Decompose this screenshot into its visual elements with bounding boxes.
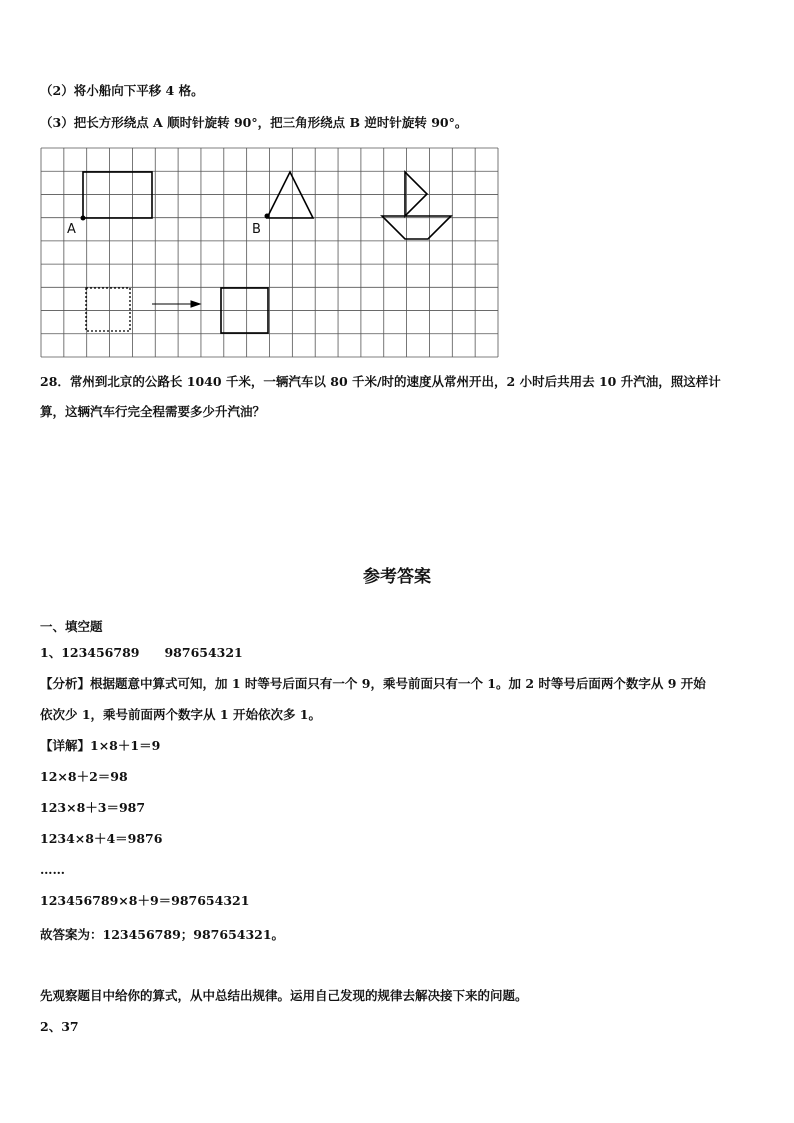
tip-line: 先观察题目中给你的算式，从中总结出规律。运用自己发现的规律去解决接下来的问题。 <box>40 988 528 1003</box>
point-b-dot <box>265 214 270 219</box>
answer-title: 参考答案 <box>363 567 431 587</box>
grid-lines <box>41 148 498 357</box>
equation-3: 123×8＋3＝987 <box>40 800 146 815</box>
equation-last: 123456789×8＋9＝987654321 <box>40 893 250 908</box>
point-b-label: B <box>252 222 261 237</box>
conclusion-line: 故答案为：123456789；987654321。 <box>40 927 285 942</box>
boat-shape <box>382 172 451 239</box>
equation-4: 1234×8＋4＝9876 <box>40 831 163 846</box>
ellipsis: …… <box>40 862 65 877</box>
section-heading: 一、填空题 <box>40 619 103 634</box>
figure-grid <box>40 147 500 359</box>
analysis-line-2: 依次少 1，乘号前面两个数字从 1 开始依次多 1。 <box>40 707 322 722</box>
analysis-line-1: 【分析】根据题意中算式可知，加 1 时等号后面只有一个 9，乘号前面只有一个 1。加 2 时等号后面两个数字从 9 开始 <box>40 676 706 691</box>
dotted-square <box>86 288 130 331</box>
answer-1: 1、123456789 987654321 <box>40 645 243 660</box>
answer-2: 2、37 <box>40 1019 79 1034</box>
question-28-line-2: 算，这辆汽车行完全程需要多少升汽油？ <box>40 404 266 419</box>
point-a-dot <box>81 216 86 221</box>
triangle-shape <box>267 172 313 218</box>
question-2-line: （2）将小船向下平移 4 格。 <box>40 83 204 98</box>
detail-line: 【详解】1×8＋1＝9 <box>40 738 161 753</box>
rectangle-shape <box>83 172 152 218</box>
arrow <box>152 301 200 307</box>
question-28-line-1: 28．常州到北京的公路长 1040 千米，一辆汽车以 80 千米/时的速度从常州开出，2 小时后共用去 10 升汽油，照这样计 <box>40 374 721 389</box>
equation-2: 12×8＋2＝98 <box>40 769 128 784</box>
question-3-line: （3）把长方形绕点 A 顺时针旋转 90°，把三角形绕点 B 逆时针旋转 90°。 <box>40 115 468 130</box>
point-a-label: A <box>67 222 76 237</box>
